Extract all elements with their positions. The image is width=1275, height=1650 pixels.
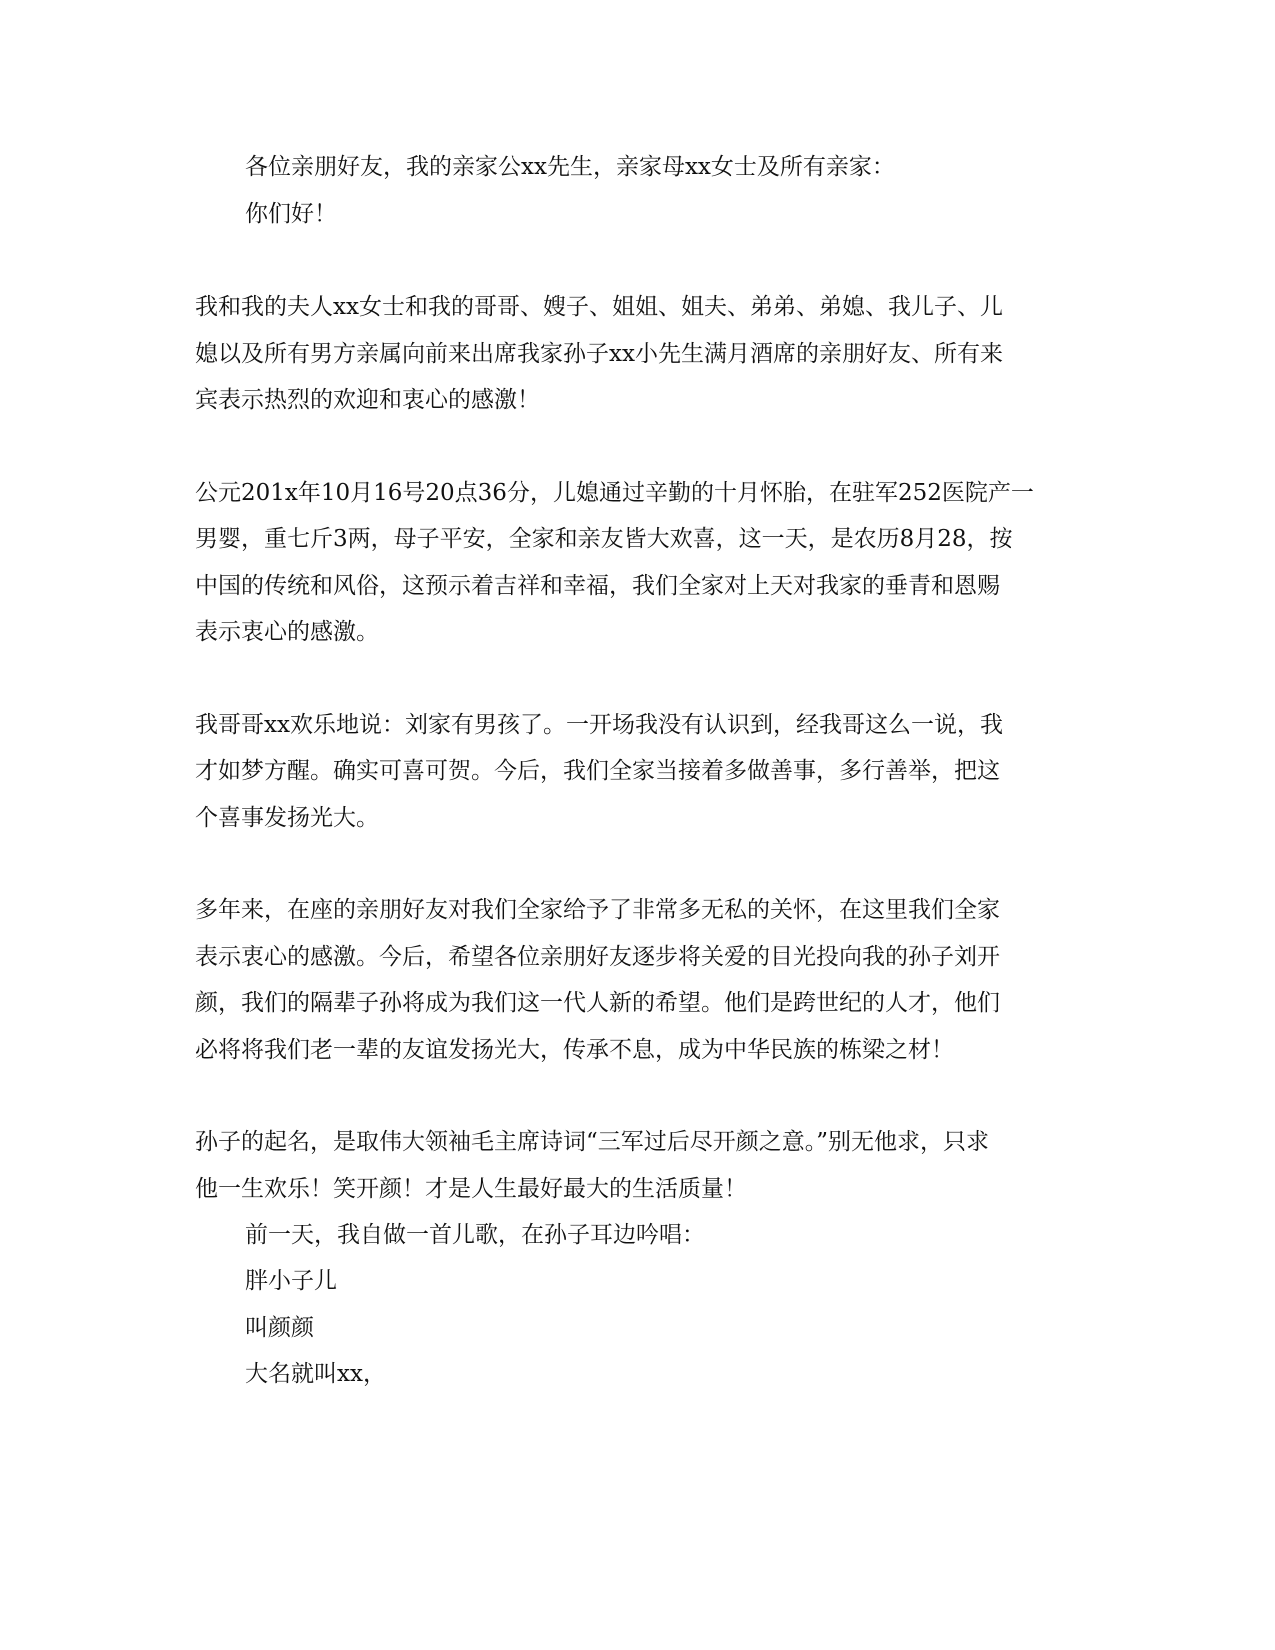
song-line: 前一天，我自做一首儿歌，在孙子耳边吟唱： bbox=[245, 1222, 705, 1248]
paragraph-line: 男婴，重七斤3两，母子平安，全家和亲友皆大欢喜，这一天，是农历8月28，按 bbox=[195, 526, 1013, 552]
paragraph-line: 中国的传统和风俗，这预示着吉祥和幸福，我们全家对上天对我家的垂青和恩赐 bbox=[195, 573, 1000, 599]
paragraph-line: 我哥哥xx欢乐地说：刘家有男孩了。一开场我没有认识到，经我哥这么一说，我 bbox=[195, 712, 1003, 738]
greeting-line: 你们好！ bbox=[245, 201, 337, 227]
paragraph-line: 多年来，在座的亲朋好友对我们全家给予了非常多无私的关怀，在这里我们全家 bbox=[195, 897, 1000, 923]
greeting-line: 各位亲朋好友，我的亲家公xx先生，亲家母xx女士及所有亲家： bbox=[245, 154, 895, 180]
paragraph-line: 表示衷心的感激。 bbox=[195, 619, 379, 645]
paragraph-line: 媳以及所有男方亲属向前来出席我家孙子xx小先生满月酒席的亲朋好友、所有来 bbox=[195, 341, 1003, 367]
paragraph-line: 宾表示热烈的欢迎和衷心的感激！ bbox=[195, 387, 540, 413]
song-line: 胖小子儿 bbox=[245, 1268, 337, 1294]
song-line: 大名就叫xx， bbox=[245, 1361, 386, 1387]
paragraph-line: 孙子的起名，是取伟大领袖毛主席诗词“三军过后尽开颜之意。”别无他求，只求 bbox=[195, 1129, 990, 1155]
paragraph-line: 他一生欢乐！笑开颜！才是人生最好最大的生活质量！ bbox=[195, 1176, 747, 1202]
paragraph-line: 个喜事发扬光大。 bbox=[195, 805, 379, 831]
paragraph-line: 公元201x年10月16号20点36分，儿媳通过辛勤的十月怀胎，在驻军252医院产一 bbox=[195, 480, 1034, 506]
paragraph-line: 我和我的夫人xx女士和我的哥哥、嫂子、姐姐、姐夫、弟弟、弟媳、我儿子、儿 bbox=[195, 294, 1003, 320]
paragraph-line: 颜，我们的隔辈子孙将成为我们这一代人新的希望。他们是跨世纪的人才，他们 bbox=[195, 990, 1000, 1016]
paragraph-line: 才如梦方醒。确实可喜可贺。今后，我们全家当接着多做善事，多行善举，把这 bbox=[195, 758, 1000, 784]
paragraph-line: 表示衷心的感激。今后，希望各位亲朋好友逐步将关爱的目光投向我的孙子刘开 bbox=[195, 944, 1000, 970]
paragraph-line: 必将将我们老一辈的友谊发扬光大，传承不息，成为中华民族的栋梁之材！ bbox=[195, 1037, 954, 1063]
song-line: 叫颜颜 bbox=[245, 1315, 314, 1341]
